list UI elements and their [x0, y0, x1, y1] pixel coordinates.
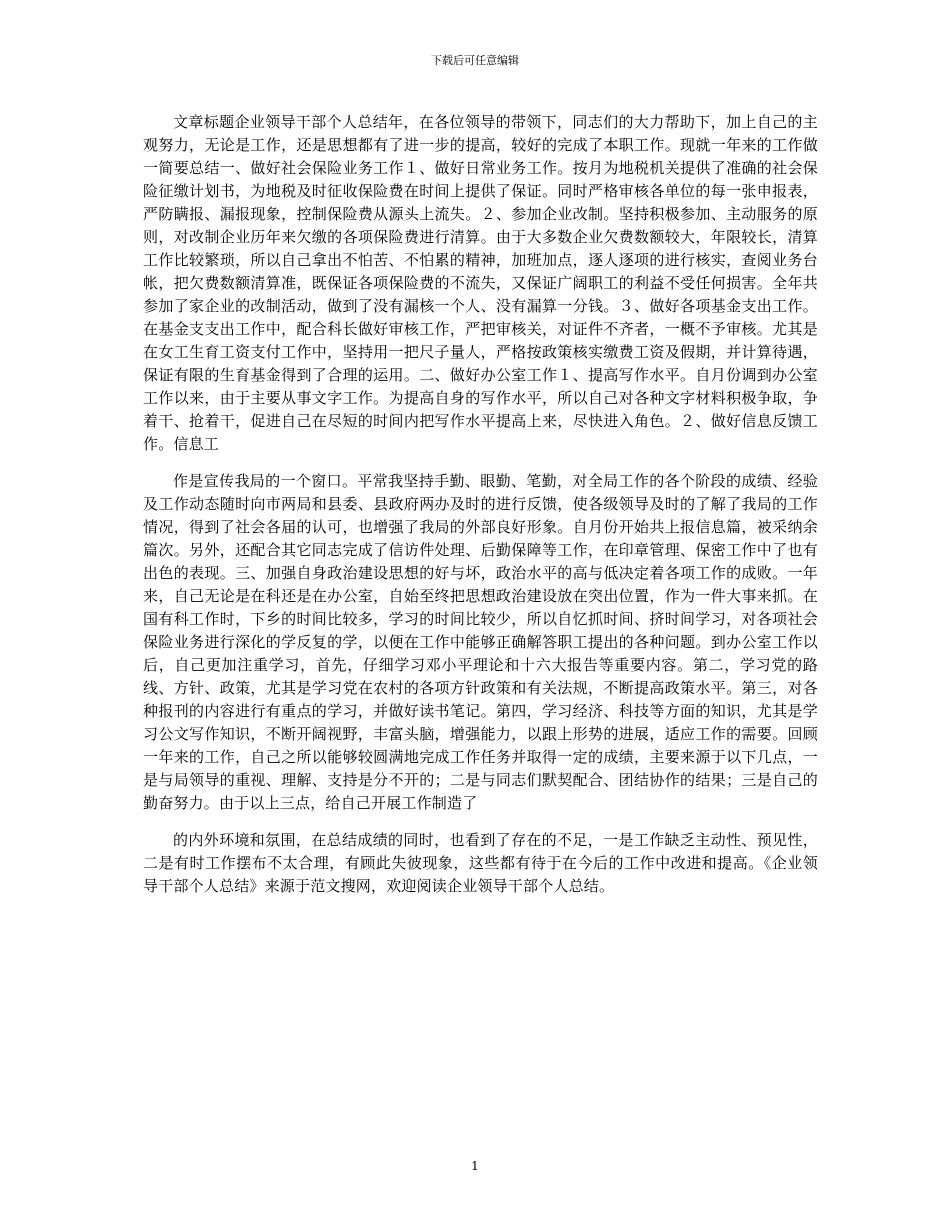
paragraph: 的内外环境和氛围，在总结成绩的同时，也看到了存在的不足，一是工作缺乏主动性、预见性，二是有时工作摆布不太合理，有顾此失彼现象，这些都有待于在今后的工作中改进和提高。《企业领导干部个人总结》来源于范文搜网，欢迎阅读企业领导干部个人总结。 — [143, 831, 818, 895]
paragraph: 作是宣传我局的一个窗口。平常我坚持手勤、眼勤、笔勤，对全局工作的各个阶段的成绩、经验及工作动态随时向市两局和县委、县政府两办及时的进行反馈，使各级领导及时的了解了我局的工作情况，得到了社会各届的认可，也增强了我局的外部良好形象。自月份开始共上报信息篇，被采纳余篇次。另外，还配合其它同志完成了信访件处理、后勤保障等工作，在印章管理、保密工作中了也有出色的表现。三、加强自身政治建设思想的好与坏，政治水平的高与低决定着各项工作的成败。一年来，自己无论是在科还是在办公室，自始至终把思想政治建设放在突出位置，作为一件大事来抓。在国有科工作时，下乡的时间比较多，学习的时间比较少，所以自忆抓时间、挤时间学习，对各项社会保险业务进行深化的学反复的学，以便在工作中能够正确解答职工提出的各种问题。到办公室工作以后，自己更加注重学习，首先，仔细学习邓小平理论和十六大报告等重要内容。第二，学习党的路线、方针、政策，尤其是学习党在农村的各项方针政策和有关法规，不断提高政策水平。第三，对各种报刊的内容进行有重点的学习，并做好读书笔记。第四，学习经济、科技等方面的知识，尤其是学习公文写作知识，不断开阔视野，丰富头脑，增强能力，以跟上形势的进展，适应工作的需要。回顾一年来的工作，自己之所以能够较圆满地完成工作任务并取得一定的成绩，主要来源于以下几点，一是与局领导的重视、理解、支持是分不开的；二是与同志们默契配合、团结协作的结果；三是自己的勤奋努力。由于以上三点，给自己开展工作制造了 — [143, 472, 818, 812]
document-body — [143, 111, 818, 898]
page-header: 下载后可任意编辑 — [431, 54, 519, 67]
paragraph: 文章标题企业领导干部个人总结年，在各位领导的带领下，同志们的大力帮助下，加上自己的主观努力，无论是工作，还是思想都有了进一步的提高，较好的完成了本职工作。现就一年来的工作做一简要总结一、做好社会保险业务工作１、做好日常业务工作。按月为地税机关提供了准确的社会保险征缴计划书，为地税及时征收保险费在时间上提供了保证。同时严格审核各单位的每一张申报表，严防瞒报、漏报现象，控制保险费从源头上流失。２、参加企业改制。坚持积极参加、主动服务的原则，对改制企业历年来欠缴的各项保险费进行清算。由于大多数企业欠费数额较大，年限较长，清算工作比较繁琐，所以自己拿出不怕苦、不怕累的精神，加班加点，逐人逐项的进行核实，查阅业务台帐，把欠费数额清算准，既保证各项保险费的不流失，又保证广阔职工的利益不受任何损害。全年共参加了家企业的改制活动，做到了没有漏核一个人、没有漏算一分钱。３、做好各项基金支出工作。在基金支支出工作中，配合科长做好审核工作，严把审核关，对证件不齐者，一概不予审核。尤其是在女工生育工资支付工作中，坚持用一把尺子量人，严格按政策核实缴费工资及假期，并计算待遇，保证有限的生育基金得到了合理的运用。二、做好办公室工作１、提高写作水平。自月份调到办公室工作以来，由于主要从事文字工作。为提高自身的写作水平，所以自己对各种文字材料积极争取，争着干、抢着干，促进自己在尽短的时间内把写作水平提高上来，尽快进入角色。２、做好信息反馈工作。信息工 — [143, 113, 818, 453]
page-number: 1 — [471, 1159, 479, 1173]
